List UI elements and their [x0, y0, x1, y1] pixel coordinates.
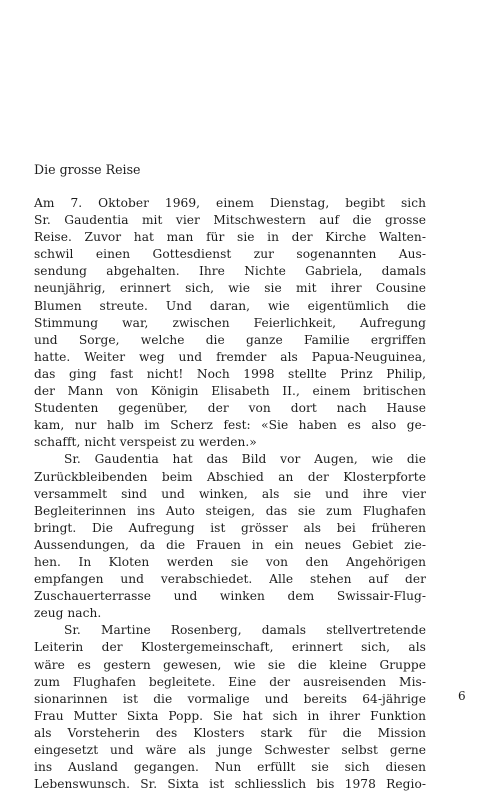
text-line: hatte. Weiter weg und fremder als Papua-Neuguinea,: [34, 349, 426, 364]
text-line: empfangen und verabschiedet. Alle stehen auf der: [34, 572, 426, 587]
text-line: Am 7. Oktober 1969, einem Dienstag, begibt sich: [34, 196, 426, 210]
text-line: wäre es gestern gewesen, wie sie die kleine Gruppe: [34, 657, 426, 672]
text-line: und Sorge, welche die ganze Familie ergriffen: [34, 332, 426, 347]
text-line: das ging fast nicht! Noch 1998 stellte Prinz Philip,: [34, 366, 426, 381]
text-line: bringt. Die Aufregung ist grösser als bei früheren: [34, 520, 426, 535]
text-line: Sr. Martine Rosenberg, damals stellvertretende: [64, 623, 426, 638]
text-line: neunjährig, erinnert sich, wie sie mit ihrer Cousine: [34, 281, 426, 296]
text-line: Aussendungen, da die Frauen in ein neues Gebiet zie-: [34, 537, 426, 552]
text-line: Sr. Gaudentia mit vier Mitschwestern auf die grosse: [34, 213, 426, 228]
section-title: Die grosse Reise: [34, 162, 141, 177]
text-line: kam, nur halb im Scherz fest: «Sie haben es also ge-: [34, 418, 426, 433]
text-line: ins Ausland gegangen. Nun erfüllt sie sich diesen: [34, 760, 426, 775]
text-line: Studenten gegenüber, der von dort nach Hause: [34, 401, 426, 416]
text-line: Reise. Zuvor hat man für sie in der Kirche Walten-: [34, 230, 426, 245]
text-line: Zurückbleibenden beim Abschied an der Klosterpforte: [34, 469, 426, 484]
text-line: sendung abgehalten. Ihre Nichte Gabriela, damals: [34, 264, 426, 279]
text-line: Lebenswunsch. Sr. Sixta ist schliesslich bis 1978 Regio-: [34, 777, 426, 792]
text-line: der Mann von Königin Elisabeth II., einem britischen: [34, 384, 426, 399]
text-line: hen. In Kloten werden sie von den Angehörigen: [34, 554, 426, 569]
text-line: versammelt sind und winken, als sie und ihre vier: [34, 486, 426, 501]
text-line: Stimmung war, zwischen Feierlichkeit, Aufregung: [34, 315, 426, 330]
text-line: Blumen streute. Und daran, wie eigentümlich die: [34, 298, 426, 313]
text-line: schafft, nicht verspeist zu werden.»: [34, 435, 257, 450]
text-line: eingesetzt und wäre als junge Schwester selbst gerne: [34, 743, 426, 757]
text-line: Sr. Gaudentia hat das Bild vor Augen, wie die: [64, 452, 426, 467]
text-line: Leiterin der Klostergemeinschaft, erinnert sich, als: [34, 640, 426, 655]
text-line: Begleiterinnen ins Auto steigen, das sie zum Flughafen: [34, 503, 426, 518]
text-line: sionarinnen ist die vormalige und bereits 64-jährige: [34, 691, 426, 706]
text-line: Zuschauerterrasse und winken dem Swissair-Flug-: [34, 589, 426, 604]
page-number: 6: [458, 689, 466, 703]
text-line: Frau Mutter Sixta Popp. Sie hat sich in ihrer Funktion: [34, 708, 426, 723]
text-line: zum Flughafen begleitete. Eine der ausreisenden Mis-: [34, 674, 426, 689]
body-text: [34, 195, 426, 793]
text-line: zeug nach.: [34, 606, 102, 621]
text-line: als Vorsteherin des Klosters stark für die Mission: [34, 725, 426, 740]
text-line: schwil einen Gottesdienst zur sogenannten Aus-: [34, 247, 426, 262]
